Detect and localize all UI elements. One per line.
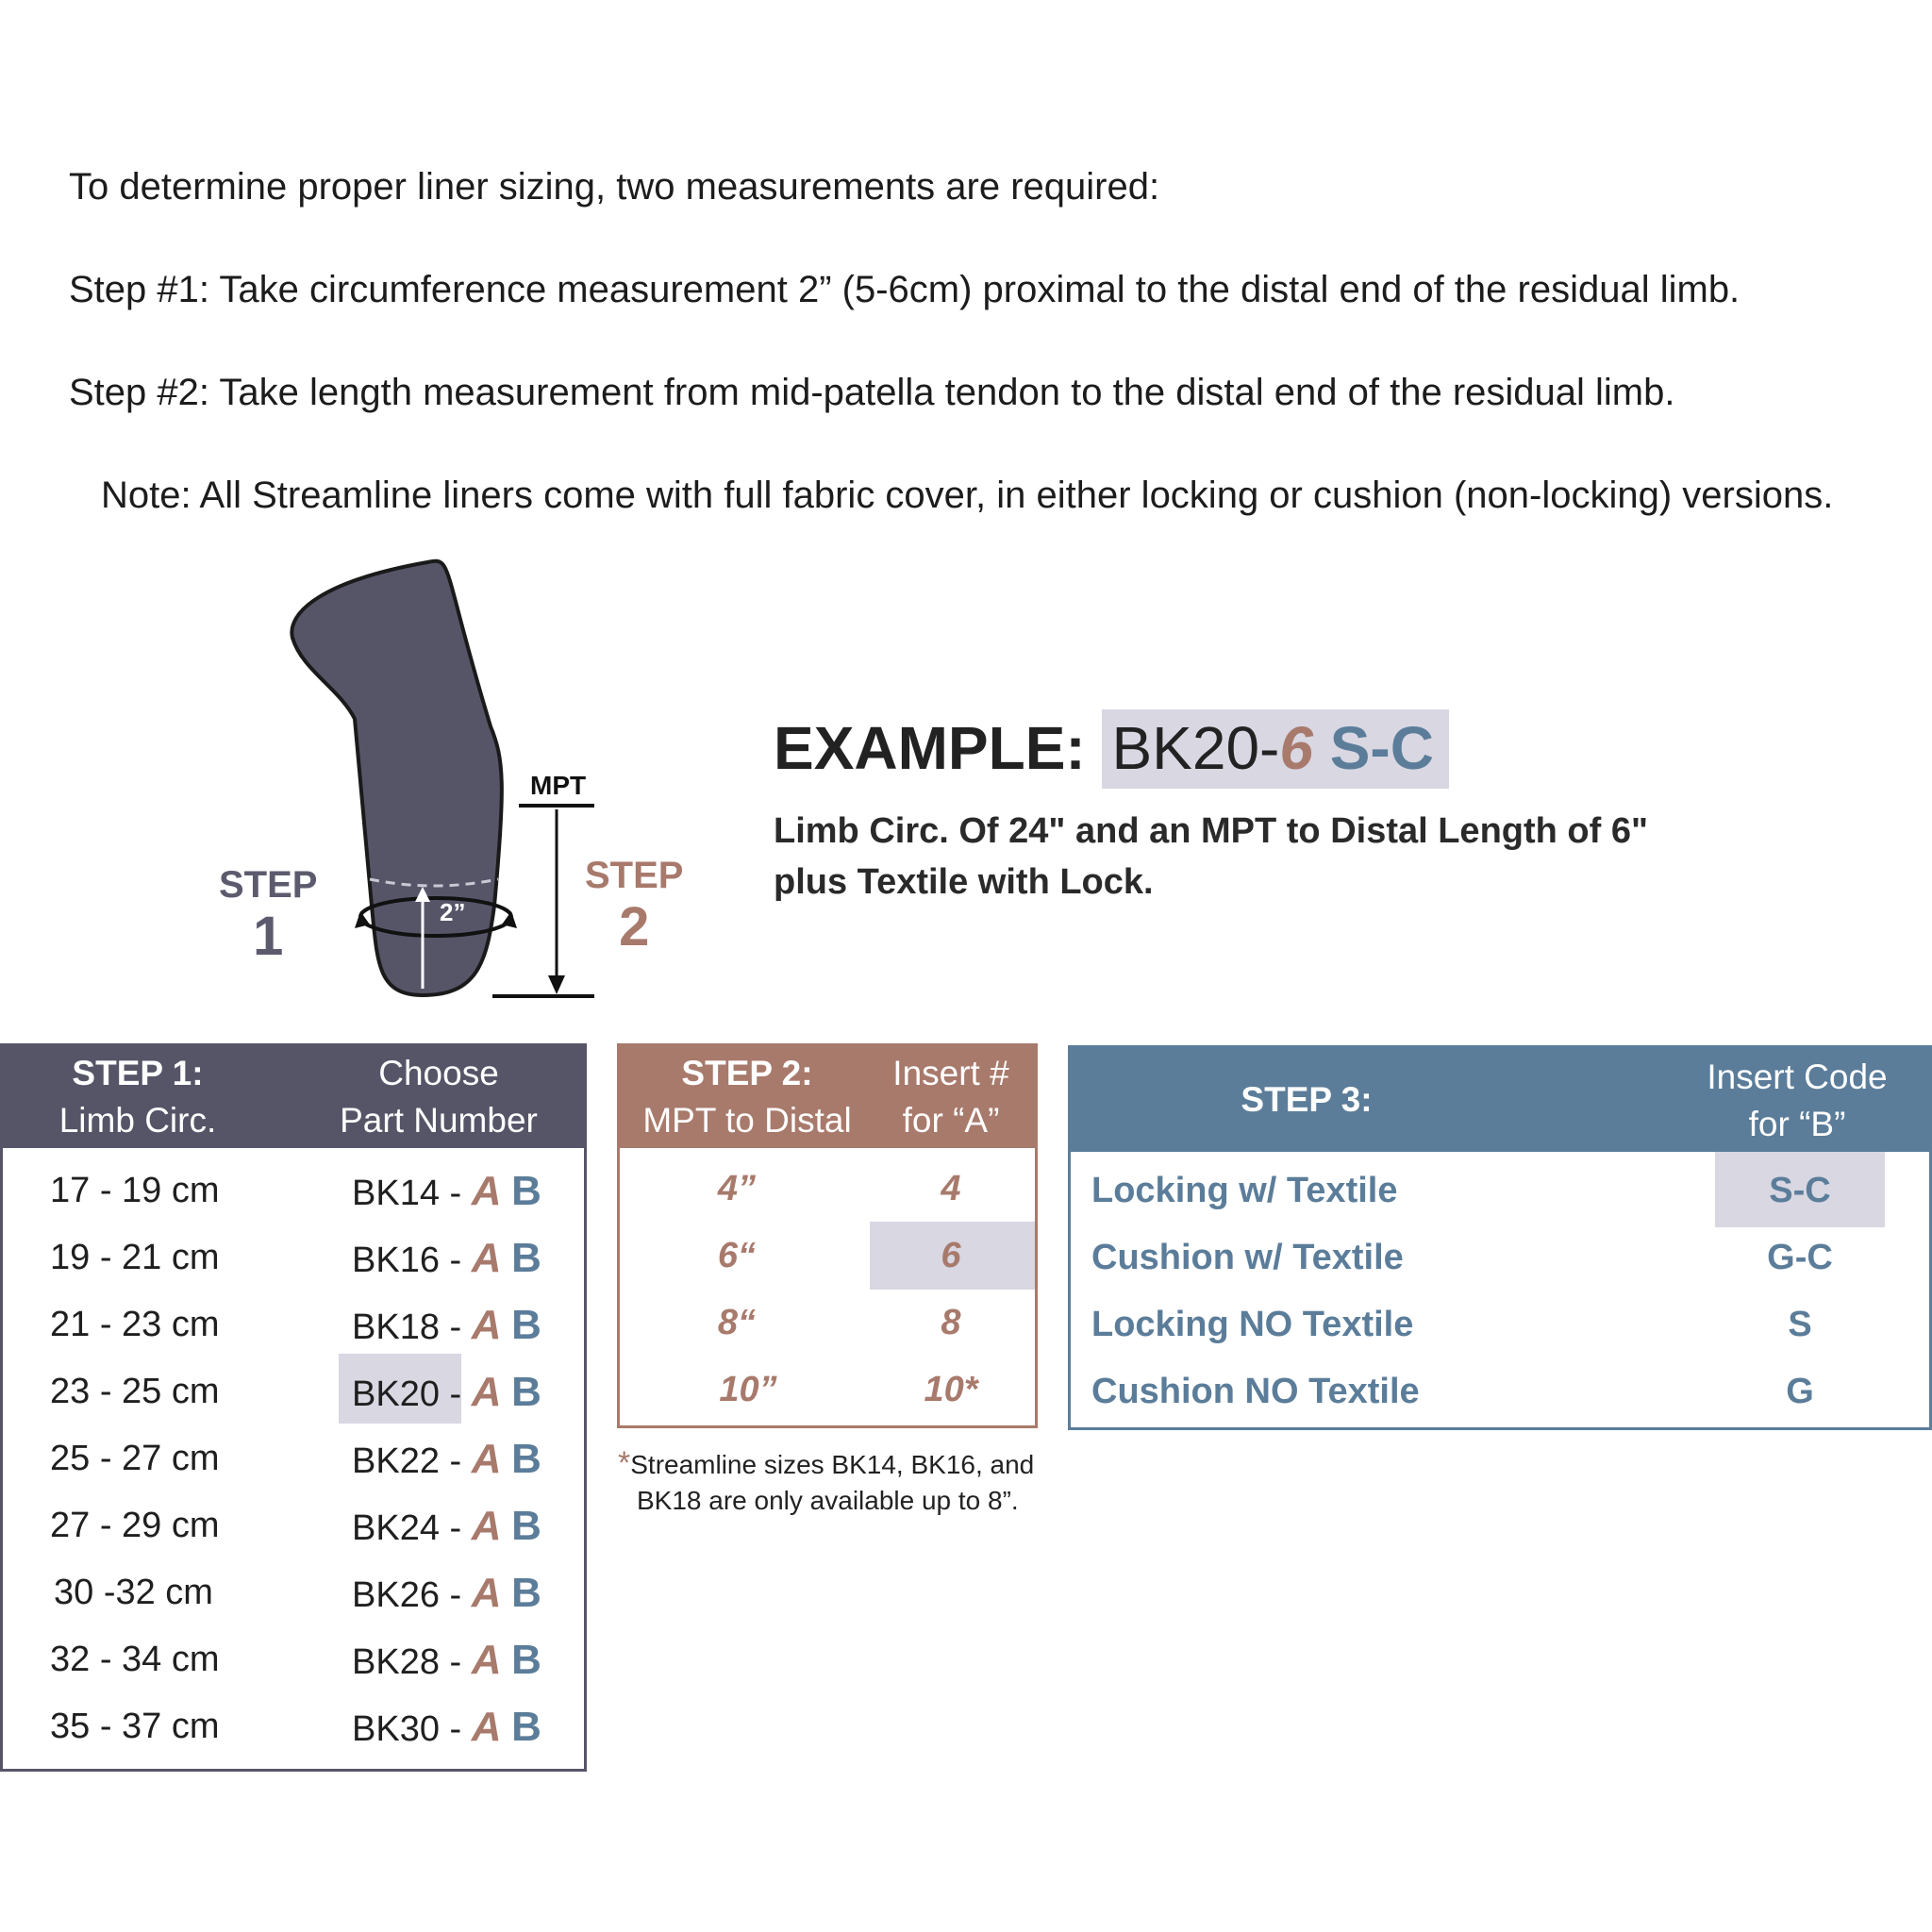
part-base: BK18 - [352,1307,472,1347]
part-number [352,1693,541,1760]
insert-code: S [1788,1305,1812,1344]
step-3-row [1071,1291,1929,1358]
diagram-step-2-word: STEP [585,855,684,896]
part-number [352,1626,541,1693]
example-desc-line-2: plus Textile with Lock. [774,862,1154,902]
step-3-header-for-b: for “B” [1748,1105,1846,1143]
step-1-header [3,1046,584,1148]
step-2-header-title: STEP 2: [681,1054,813,1092]
step-2-header [620,1046,1035,1148]
limb-circ: 17 - 19 cm [50,1171,220,1210]
step-1-row [3,1693,584,1760]
step-1-table [0,1043,587,1772]
part-code-a: A [471,1168,502,1214]
step-2-header-subtitle: MPT to Distal [642,1101,852,1140]
part-code-a: A [471,1704,502,1750]
example-description [774,806,1648,908]
residual-limb-shape [291,561,502,995]
size-availability-note [618,1445,1034,1519]
diagram-step-1-word: STEP [219,864,318,906]
mpt-length: 6“ [717,1236,757,1275]
step-1-row [3,1559,584,1626]
limb-circ: 30 -32 cm [54,1573,213,1612]
insert-code: G [1786,1372,1814,1411]
part-base: BK22 - [352,1441,472,1481]
part-number [352,1291,541,1358]
step-2-header-insert: Insert # [892,1054,1009,1092]
step-1-row [3,1158,584,1224]
mpt-length: 4” [717,1169,757,1208]
intro-step-1: Step #1: Take circumference measurement 2” (5-6cm) proximal to the distal end of the residual limb. [69,269,1740,310]
part-code-a: A [471,1369,502,1415]
part-code-b: B [511,1704,541,1750]
example-code-b: S-C [1329,714,1434,782]
intro-step-2: Step #2: Take length measurement from mid-patella tendon to the distal end of the residual limb. [69,372,1675,413]
part-number [352,1492,541,1559]
part-base: BK14 - [352,1174,472,1213]
note-line-2: BK18 are only available up to 8”. [637,1486,1019,1515]
step-2-row [620,1357,1035,1424]
part-number [352,1158,541,1224]
step-3-header-insert-code: Insert Code [1707,1058,1888,1096]
example-code-a: 6 [1279,714,1313,782]
part-code-b: B [511,1436,541,1482]
example-desc-line-1: Limb Circ. Of 24" and an MPT to Distal Length of 6" [774,811,1648,851]
part-code-a: A [471,1235,502,1281]
liner-type: Cushion NO Textile [1091,1372,1420,1411]
step-1-row [3,1425,584,1492]
part-number [352,1425,541,1492]
diagram-step-1-label [219,864,318,967]
step-2-row [620,1290,1035,1357]
example-code [1102,709,1448,789]
step-1-row [3,1358,584,1425]
step-2-row [620,1156,1035,1223]
diagram-step-2-label [585,855,684,958]
part-base: BK30 - [352,1709,472,1749]
insert-code: G-C [1767,1238,1833,1277]
part-code-b: B [511,1369,541,1415]
insert-number: 8 [941,1303,961,1342]
part-code-a: A [471,1637,502,1683]
part-number [352,1224,541,1291]
part-code-b: B [511,1302,541,1348]
step-1-header-subtitle: Limb Circ. [58,1101,217,1140]
part-base: BK16 - [352,1241,472,1280]
example-code-base: BK20- [1111,714,1280,782]
liner-type: Locking NO Textile [1091,1305,1414,1344]
limb-circ: 23 - 25 cm [50,1372,220,1411]
liner-type: Locking w/ Textile [1091,1171,1398,1210]
step-1-row [3,1626,584,1693]
part-code-b: B [511,1503,541,1549]
step-1-header-choose: Choose [378,1054,499,1092]
intro-line-1: To determine proper liner sizing, two measurements are required: [69,166,1160,208]
part-base: BK20 - [352,1374,472,1414]
step-2-row [620,1223,1035,1290]
step-1-header-part-number: Part Number [340,1101,538,1140]
part-code-a: A [471,1570,502,1616]
part-code-a: A [471,1503,502,1549]
insert-number: 10* [924,1370,978,1409]
intro-note: Note: All Streamline liners come with full fabric cover, in either locking or cushion (non-locking) versions. [101,475,1834,516]
mpt-arrowhead [548,975,565,994]
step-1-row [3,1492,584,1559]
mpt-length: 8“ [717,1303,757,1342]
step-2-header-for-a: for “A” [902,1101,1000,1140]
diagram-step-2-number: 2 [619,896,650,958]
step-2-table [617,1043,1038,1428]
part-code-a: A [471,1302,502,1348]
limb-circ: 19 - 21 cm [50,1238,220,1277]
insert-number: 6 [941,1236,961,1275]
insert-code: S-C [1769,1171,1831,1210]
step-3-row [1071,1224,1929,1291]
part-number [352,1559,541,1626]
limb-circ: 35 - 37 cm [50,1707,220,1746]
note-line-1: Streamline sizes BK14, BK16, and [630,1450,1035,1479]
part-code-b: B [511,1570,541,1616]
insert-number: 4 [941,1169,961,1208]
mpt-length: 10” [719,1370,777,1409]
mpt-label: MPT [530,771,587,800]
step-1-row [3,1224,584,1291]
limb-circ: 21 - 23 cm [50,1305,220,1344]
example-title [774,709,1449,789]
part-base: BK24 - [352,1508,472,1548]
part-code-a: A [471,1436,502,1482]
step-3-table [1068,1045,1932,1430]
step-3-header-title: STEP 3: [1241,1080,1373,1119]
limb-circ: 32 - 34 cm [50,1640,220,1679]
part-base: BK28 - [352,1642,472,1682]
step-3-header [1071,1048,1929,1152]
diagram-step-1-number: 1 [253,906,284,967]
limb-circ: 25 - 27 cm [50,1439,220,1478]
part-number [352,1358,541,1425]
example-label: EXAMPLE: [774,714,1086,782]
note-asterisk: * [618,1445,631,1481]
step-1-header-title: STEP 1: [72,1054,204,1092]
step-1-row [3,1291,584,1358]
part-code-b: B [511,1637,541,1683]
step-3-row [1071,1358,1929,1425]
liner-type: Cushion w/ Textile [1091,1238,1404,1277]
part-code-b: B [511,1168,541,1214]
limb-circ: 27 - 29 cm [50,1506,220,1545]
part-base: BK26 - [352,1575,472,1615]
step-3-row [1071,1158,1929,1224]
two-inch-label: 2” [440,898,466,926]
part-code-b: B [511,1235,541,1281]
